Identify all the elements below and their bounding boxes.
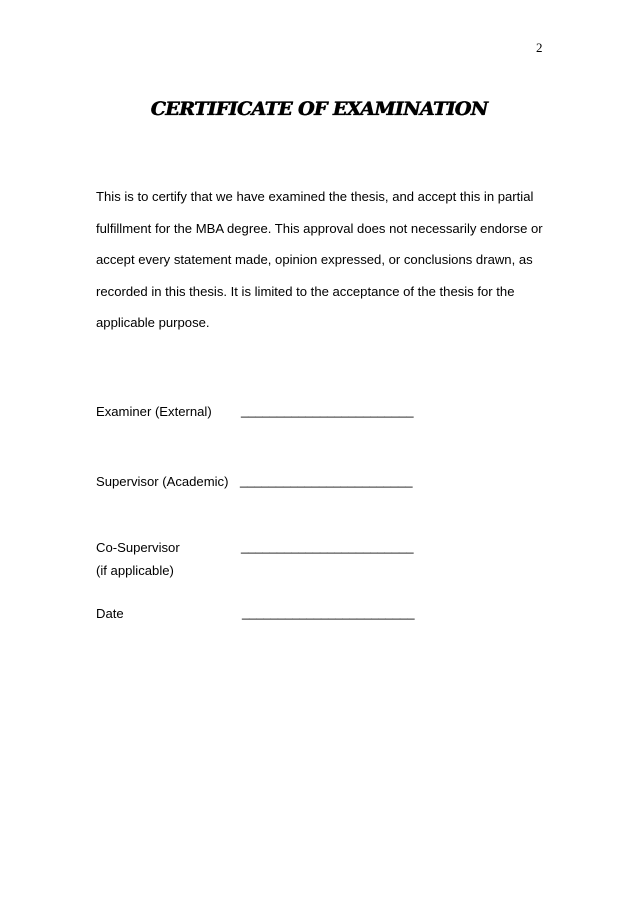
co-supervisor-label: Co-Supervisor xyxy=(96,540,180,555)
paragraph-line: fulfillment for the MBA degree. This approval does not necessarily endorse or xyxy=(96,220,543,236)
supervisor-label: Supervisor (Academic) xyxy=(96,474,229,489)
page-title: CERTIFICATE OF EXAMINATION xyxy=(150,98,488,120)
page-number: 2 xyxy=(536,40,543,55)
co-supervisor-note: (if applicable) xyxy=(96,563,174,578)
date-line: ________________________ xyxy=(242,605,415,620)
paragraph-line: This is to certify that we have examined the thesis, and accept this in partial xyxy=(96,189,534,204)
certification-paragraph xyxy=(96,181,546,339)
date-label: Date xyxy=(96,606,124,621)
examiner-label: Examiner (External) xyxy=(96,404,212,419)
supervisor-signature-line: ________________________ xyxy=(240,473,413,488)
paragraph-line: accept every statement made, opinion expressed, or conclusions drawn, as xyxy=(96,252,533,268)
paragraph-line: applicable purpose. xyxy=(96,315,210,331)
examiner-signature-line: ________________________ xyxy=(241,403,414,418)
paragraph-line: recorded in this thesis. It is limited to the acceptance of the thesis for the xyxy=(96,283,515,299)
co-supervisor-signature-line: ________________________ xyxy=(241,539,414,554)
